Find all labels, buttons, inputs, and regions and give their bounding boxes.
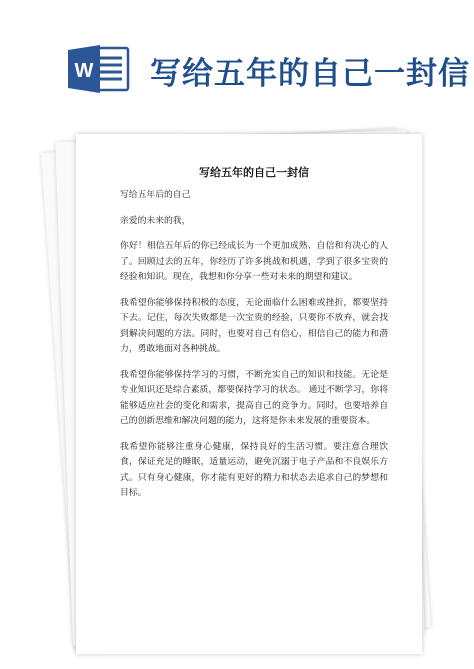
banner-title: 写给五年的自己一封信 — [150, 56, 470, 92]
document-page — [76, 134, 422, 654]
paragraph: 你好！相信五年后的你已经成长为一个更加成熟、自信和有决心的人了。回顾过去的五年，你经历了许多挑战和机遇，学到了很多宝贵的经验和知识。现在，我想和你分享一些对未来的期望和建议。 — [120, 241, 388, 282]
salutation: 亲爱的未来的我， — [120, 215, 191, 226]
document-title: 写给五年的自己一封信 — [199, 166, 309, 179]
document-subtitle: 写给五年后的自己 — [120, 190, 191, 200]
header-banner — [0, 0, 474, 110]
document-content — [120, 164, 388, 512]
paragraph: 我希望你能够保持学习的习惯，不断充实自己的知识和技能。无论是专业知识还是综合素质，都要保持学习的状态。 通过不断学习，你将能够适应社会的变化和需求，提高自己的竞争力。同时，也要培养自己的创新思维和解决问题的能力，这将是你未来发展的重要资本。 — [120, 369, 388, 426]
paragraph: 我希望你能够注重身心健康，保持良好的生活习惯。要注意合理饮食，保证充足的睡眠，适量运动，避免沉溺于电子产品和不良娱乐方式。只有身心健康，你才能有更好的精力和状态去追求自己的梦想和目标。 — [120, 441, 388, 498]
word-icon-letter: W — [74, 60, 94, 82]
word-app-icon — [66, 44, 130, 94]
paragraph: 我希望你能够保持积极的态度，无论面临什么困难或挫折，都要坚持下去。记住，每次失败都是一次宝贵的经验，只要你不放弃，就会找到解决问题的方法。同时，也要对自己有信心，相信自己的能力和潜力，勇敢地面对各种挑战。 — [120, 297, 388, 354]
